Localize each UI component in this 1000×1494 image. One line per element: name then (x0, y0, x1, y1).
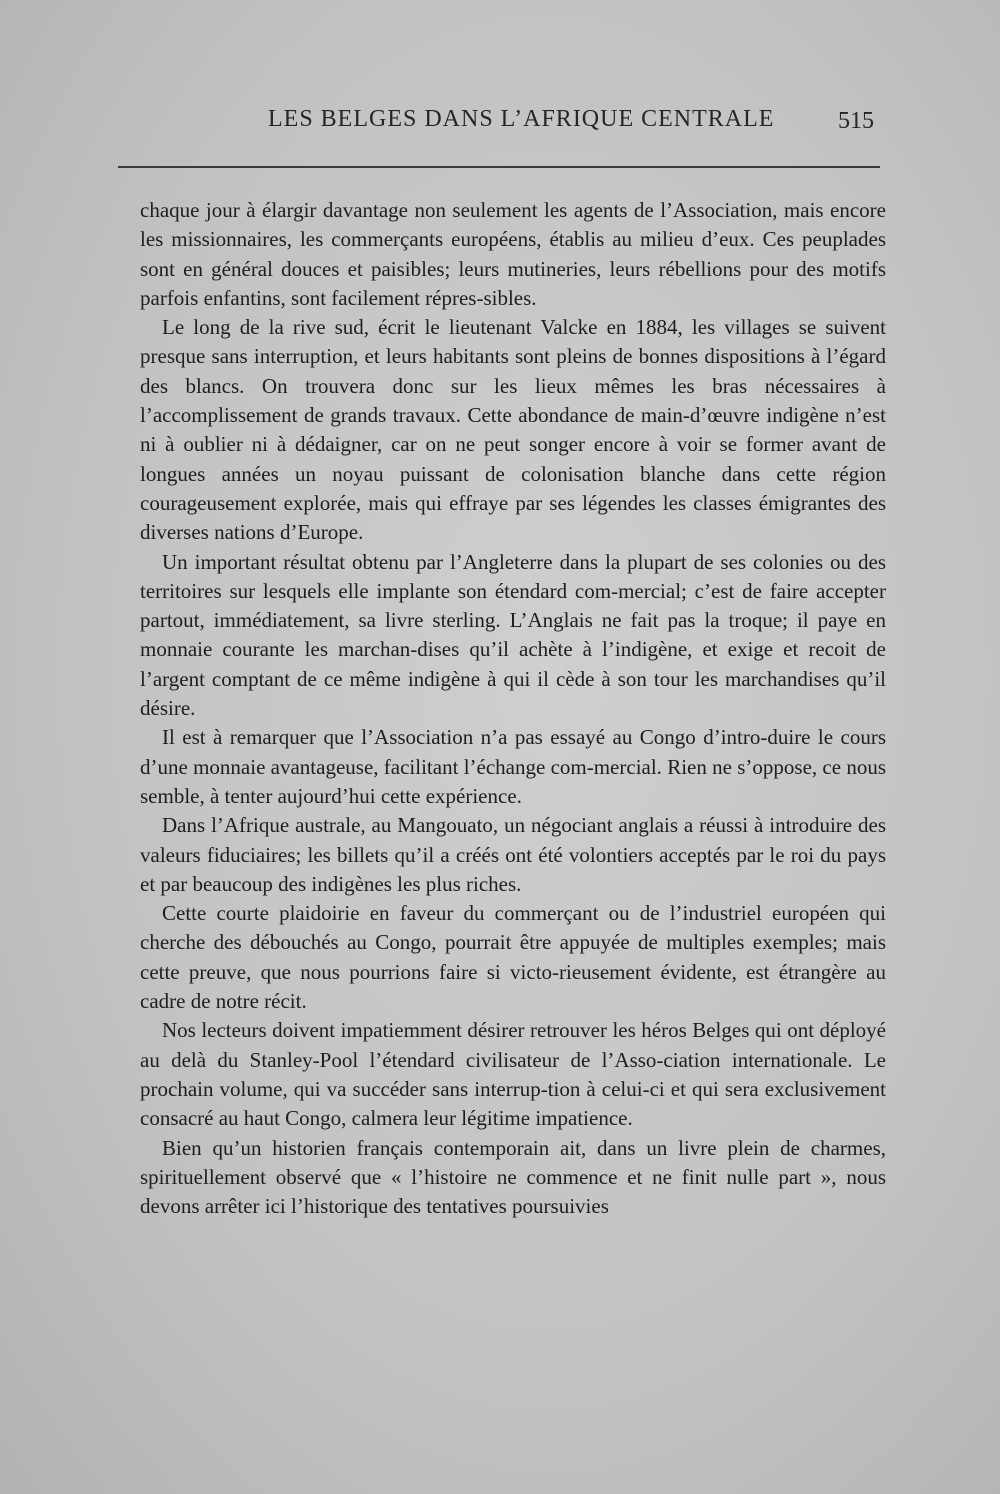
paragraph: Il est à remarquer que l’Association n’a pas essayé au Congo d’intro-duire le cours d’une monnaie avantageuse, facilitant l’échange com-mercial. Rien ne s’oppose, ce nous semble, à tenter aujourd’hui cette expérience. (140, 725, 886, 808)
page-header (146, 106, 880, 146)
paragraph: Bien qu’un historien français contemporain ait, dans un livre plein de charmes, spirituellement observé que « l’histoire ne commence et ne finit nulle part », nous devons arrêter ici l’historique des tentatives poursuivies (140, 1135, 886, 1219)
paragraph: Nos lecteurs doivent impatiemment désirer retrouver les héros Belges qui ont déployé au delà du Stanley-Pool l’étendard civilisateur de l’Asso-ciation internationale. Le prochain volume, qui va succéder sans interrup-tion à celui-ci et qui sera exclusivement consacré au haut Congo, calmera leur légitime impatience. (140, 1018, 886, 1131)
paragraph: Un important résultat obtenu par l’Angleterre dans la plupart de ses colonies ou des territoires sur lesquels elle implante son étendard com-mercial; c’est de faire accepter partout, immédiatement, sa livre sterling. L’Anglais ne fait pas la troque; il paye en monnaie courante les marchan-dises qu’il achète à l’indigène, et exige et recoit de l’argent comptant de ce même indigène à qui il cède à son tour les marchandises qu’il désire. (140, 549, 886, 721)
running-title: LES BELGES DANS L’AFRIQUE CENTRALE (268, 106, 775, 132)
paragraph: Dans l’Afrique australe, au Mangouato, un négociant anglais a réussi à introduire des valeurs fiduciaires; les billets qu’il a créés ont été volontiers acceptés par le roi du pays et par beaucoup des indigènes les plus riches. (140, 813, 886, 896)
paragraph: Cette courte plaidoirie en faveur du commerçant ou de l’industriel européen qui cherche des débouchés au Congo, pourrait être appuyée de multiples exemples; mais cette preuve, que nous pourrions faire si victo-rieusement évidente, est étrangère au cadre de notre récit. (140, 901, 886, 1014)
paragraph: Le long de la rive sud, écrit le lieutenant Valcke en 1884, les villages se suivent presque sans interruption, et leurs habitants sont pleins de bonnes dispositions à l’égard des blancs. On trouvera donc sur les lieux mêmes les bras nécessaires à l’accomplissement de grands travaux. Cette abondance de main-d’œuvre indigène n’est ni à oublier ni à dédaigner, car on ne peut songer encore à voir se former avant de longues années un noyau puissant de colonisation blanche dans cette région courageusement explorée, mais qui effraye par ses légendes les classes émigrantes des diverses nations d’Europe. (140, 315, 886, 545)
header-rule (118, 166, 880, 168)
body-text (140, 196, 886, 1221)
page-number: 515 (838, 108, 874, 134)
paragraph: chaque jour à élargir davantage non seulement les agents de l’Association, mais encore les missionnaires, les commerçants européens, établis au milieu d’eux. Ces peuplades sont en général douces et paisibles; leurs mutineries, leurs rébellions pour des motifs parfois enfantins, sont facilement répres-sibles. (140, 198, 886, 310)
